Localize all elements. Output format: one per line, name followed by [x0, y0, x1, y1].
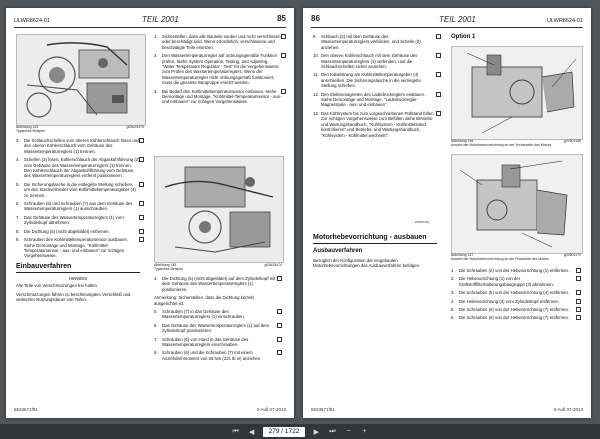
list-item: 4. Die Hebevorrichtung (4) vom Zylinderkopf entfernen.: [451, 299, 577, 304]
notice-title: HINWEIS: [68, 275, 88, 281]
checkbox-icon: [277, 276, 282, 281]
checkbox-icon: [281, 53, 286, 58]
page-navigation-toolbar: [0, 424, 600, 439]
figure-code: g02625475: [126, 125, 144, 129]
checkbox-icon: [576, 299, 581, 304]
figure-145-caption: [154, 263, 282, 272]
removal-subheading: Ausbauverfahren: [313, 248, 363, 254]
checkbox-icon: [139, 215, 144, 220]
checkbox-icon: [139, 201, 144, 206]
section-title: TEIL 2001: [142, 15, 179, 24]
list-item: 11. Den Kabelstrang am Kühlmitteltemperaturgeber (4) anschließen. Die Sicherungslasche in die verriegelte Stellung schieben.: [313, 72, 437, 88]
checkbox-icon: [576, 290, 581, 295]
list-item: 8. Schrauben (6) und die Schrauben (7) mit einem Anziehdrehmoment von 25 Nm (221 lb in) anziehen.: [154, 350, 278, 361]
page-header: [311, 14, 583, 28]
list-item: 5. Schrauben (7) in das Gehäuse des Wassertemperaturreglers (1) einschrauben.: [154, 309, 278, 320]
removal-section: [313, 230, 437, 272]
document-code: ULWR8624-01: [547, 18, 583, 24]
figure-147-caption: [451, 253, 581, 262]
next-page-icon[interactable]: ▶: [313, 428, 320, 436]
checkbox-icon: [576, 307, 581, 312]
figure-caption: Ansicht der Motorhebevorrichtung an der Vorderseite des Motors: [451, 143, 552, 148]
figure-146-caption: [451, 139, 581, 148]
option-block: [451, 34, 581, 44]
figure-caption: Ansicht der Motorhebevorrichtung an der Rückseite des Motors: [451, 257, 550, 262]
prev-page-icon[interactable]: ◀: [248, 428, 255, 436]
engine-figure-144: [16, 34, 146, 126]
header-rule: [311, 27, 583, 28]
checkbox-icon: [436, 53, 441, 58]
checkbox-icon: [139, 138, 144, 143]
total-pages: / 1722: [281, 427, 300, 435]
list-item: 3. Die Schlauchschellen vom oberen Kühlerschlauch lösen und den oberen Kühlerschlauch vom Gehäuse des Wassertemperaturreglers (1) trennen.: [16, 138, 140, 154]
list-item: 10. Den oberen Kühlerschlauch mit dem Gehäuse des Wassertemperaturreglers (1) verbinden, und die Schlauchschellen sicher anziehen.: [313, 53, 437, 69]
figure-label: Abbildung 145: [154, 263, 177, 267]
page-86: [303, 8, 591, 418]
checkbox-icon: [139, 237, 144, 242]
figure-144-caption: [16, 125, 144, 134]
remark: Anmerkung: Sicherstellen, dass die Dichtung korrekt ausgerichtet ist.: [154, 295, 254, 306]
last-page-icon[interactable]: ⏭: [329, 427, 336, 435]
footer-left: 6523671f91: [14, 407, 38, 412]
zoom-in-icon[interactable]: +: [362, 428, 367, 435]
list-item: 5. Die Schrauben (6) von der Hebevorrichtung (7) entfernen.: [451, 307, 577, 312]
list-item: 2. Die Hebevorrichtung (1) von der Kraftstofffilterhalterungsbaugruppe (3) abnehmen.: [451, 276, 577, 287]
figure-code: g02601179: [563, 253, 581, 257]
checkbox-icon: [576, 315, 581, 320]
checkbox-icon: [436, 92, 441, 97]
list-item: 6. Die Schrauben (6) von der Hebevorrichtung (7) entfernen.: [451, 315, 577, 320]
list-item: 13. Das Kühlsystem bis zum vorgeschriebenen Füllstand füllen. Zur richtigen Vorgehensweise zum Befüllen siehe Betriebs- und Wartungshandbuch, "Kühlsystem - Kühlmittelstand kontrollieren" und Betriebs- und Wartungshandbuch, "Kühlsystem - Kühlmittel wechseln".: [313, 111, 437, 138]
reference-code: i04655730: [415, 220, 430, 224]
removal-heading: Motorhebevorrichtung - ausbauen: [313, 234, 437, 244]
section-title: TEIL 2001: [439, 15, 476, 24]
checkbox-icon: [436, 34, 441, 39]
notice-line: Verschmutzungen führen zu beschleunigtem Verschleiß und verkürzter Nutzungsdauer von Teilen.: [16, 291, 131, 302]
header-rule: [14, 27, 286, 28]
checkbox-icon: [277, 323, 282, 328]
checkbox-icon: [281, 89, 286, 94]
figure-label: Abbildung 146: [451, 139, 474, 143]
list-item: 8. Die Dichtung (5) (nicht abgebildet) entfernen.: [16, 229, 140, 234]
first-page-icon[interactable]: ⏮: [232, 427, 239, 435]
list-item: 4. Die Dichtung (5) (nicht abgebildet) auf dem Zylinderkopf mit dem Gehäuse des Wassertemperaturreglers (1) positionieren.: [154, 276, 278, 292]
checkbox-icon: [436, 111, 441, 116]
footer-right: 3-Aufl 07-2013: [256, 407, 286, 412]
checkbox-icon: [436, 72, 441, 77]
list-item: 5. Die Sicherungslasche in die entlegelte Stellung schieben, um den Steckverbinder vom Kühlmitteltemperaturgeber (4) zu trennen.: [16, 182, 140, 198]
figure-caption: Typisches Beispiel: [16, 129, 45, 134]
list-item: 7. Schrauben (6) von Hand in das Gehäuse des Wassertemperaturreglers einschrauben.: [154, 337, 278, 348]
install-heading: Einbauverfahren: [16, 263, 140, 273]
list-item: 9. Schlauch (2) mit dem Gehäuse des Wassertemperaturreglers verbinden, und Schelle (3) anziehen.: [313, 34, 437, 50]
engine-figure-146: [451, 46, 583, 140]
removal-intro: Bezüglich der Konfiguration der eingebauten Motorhebevorrichtungen das Ausbauverfahren befolgen.: [313, 258, 421, 269]
figure-label: Abbildung 144: [16, 125, 39, 129]
notice-line: Alle Teile von Verschmutzungen frei halten.: [16, 283, 99, 289]
checkbox-icon: [139, 157, 144, 162]
page-number-input[interactable]: [263, 427, 306, 437]
option-title: Option 1: [451, 34, 476, 40]
removal-steps: [16, 138, 140, 305]
list-item: 1. Sicherstellen, dass alle Bauteile sauber und nicht verschlissen oder beschädigt sind. Wenn erforderlich, verschlissene und beschädigte Teile ersetzen.: [154, 34, 282, 50]
install-steps-continued: [154, 276, 278, 364]
figure-code: g02625474: [264, 263, 282, 267]
list-item: 4. Schellen (3) lösen, Kühlerschlauch der Abgaskühlführung (2) vom Gehäuse des Wassertemperaturreglers (1) trennen. Den Kühlerschlauch der Abgaskühlführung vom Gehäuse des Wassertemperaturreglers entfernt positionieren.: [16, 157, 140, 179]
figure-label: Abbildung 147: [451, 253, 474, 257]
removal-steps: [451, 268, 577, 324]
checkbox-icon: [281, 34, 286, 39]
install-steps-end: [313, 34, 437, 141]
page-number: 85: [277, 14, 286, 23]
zoom-out-icon[interactable]: −: [346, 428, 351, 435]
checkbox-icon: [576, 268, 581, 273]
list-item: 3. Bei Bedarf den Kühlmitteltemperatursensor einbauen. Siehe Demontage und Montage, "Kühlmittel-Temperatursensor - aus- und einbauen" zur richtigen Vorgehensweise.: [154, 89, 282, 105]
engine-figure-147: [451, 154, 583, 254]
current-page: 279: [268, 427, 280, 435]
figure-code: g02601186: [563, 139, 581, 143]
figure-caption: Typisches Beispiel: [154, 267, 183, 272]
list-item: 9. Schrauben den Kühlmitteltemperatursensor ausbauen. Siehe Demontage und Montage, "Kühlmittel-Temperatursensor - aus- und einbauen" zur richtigen Vorgehensweise.: [16, 237, 140, 259]
list-item: 6. Schrauben (6) und Schrauben (7) aus dem Gehäuse des Wassertemperaturreglers (1) ausschrauben.: [16, 201, 140, 212]
checkbox-icon: [139, 182, 144, 187]
checkbox-icon: [277, 309, 282, 314]
engine-figure-145: [154, 156, 284, 263]
list-item: 12. Den Elektromagneten des Ladedruckreglers einbauen. Siehe Demontage und Montage, "Ladedruckregler-Magnetspule - aus- und einbauen".: [313, 92, 437, 108]
checkbox-icon: [139, 229, 144, 234]
footer-left: 6523671f91: [311, 407, 335, 412]
checkbox-icon: [277, 337, 282, 342]
checkbox-icon: [277, 350, 282, 355]
page-header: [14, 14, 286, 28]
install-steps: [154, 34, 282, 108]
footer-right: 3-Aufl 07-2013: [553, 407, 583, 412]
list-item: 2. Den Wassertemperaturregler auf ordnungsgemäße Funktion prüfen. Siehe System Operation, Testing, and Adjusting, "Water Temperature Regulator - Test" für die Vorgehensweise zum Prüfen des Wassertemperaturreglers. Wenn der Wassertemperaturregler nicht ordnungsgemäß funktioniert, muss die gesamte Baugruppe ersetzt werden.: [154, 53, 282, 85]
page-85: [6, 8, 294, 418]
page-number: 86: [311, 14, 320, 23]
list-item: 6. Das Gehäuse des Wassertemperaturreglers (1) auf dem Zylinderkopf positionieren.: [154, 323, 278, 334]
list-item: 1. Die Schrauben (2) von der Hebevorrichtung (1) entfernen.: [451, 268, 577, 273]
document-code: ULWR8624-01: [14, 18, 50, 24]
list-item: 7. Das Gehäuse des Wassertemperaturreglers (1) vom Zylinderkopf abnehmen.: [16, 215, 140, 226]
list-item: 3. Die Schrauben (5) von der Hebevorrichtung (4) entfernen.: [451, 290, 577, 295]
checkbox-icon: [576, 276, 581, 281]
